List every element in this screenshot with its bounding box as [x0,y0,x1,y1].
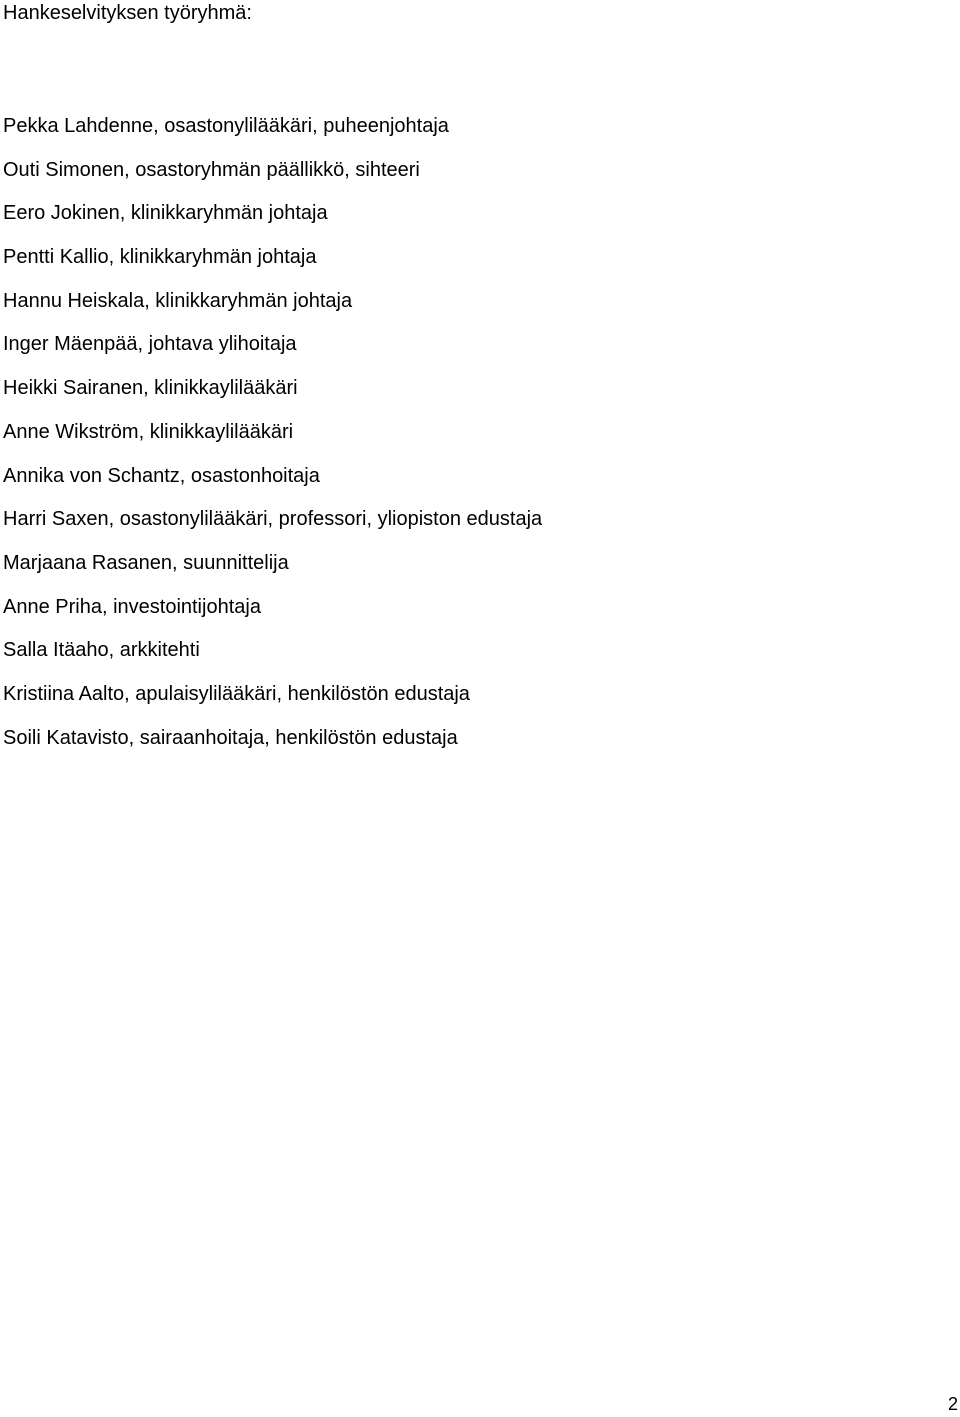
working-group-heading: Hankeselvityksen työryhmä: [3,2,252,24]
member-item: Inger Mäenpää, johtava ylihoitaja [3,333,297,356]
member-item: Soili Katavisto, sairaanhoitaja, henkilöstön edustaja [3,726,458,749]
member-item: Annika von Schantz, osastonhoitaja [3,464,320,487]
member-item: Marjaana Rasanen, suunnittelija [3,551,289,574]
member-item: Harri Saxen, osastonylilääkäri, professori, yliopiston edustaja [3,508,543,531]
member-item: Pekka Lahdenne, osastonylilääkäri, puheenjohtaja [3,115,449,137]
page-number: 2 [947,1394,958,1414]
member-item: Heikki Sairanen, klinikkaylilääkäri [3,377,298,400]
member-list [3,113,542,768]
member-item: Salla Itäaho, arkkitehti [3,639,200,662]
member-item: Hannu Heiskala, klinikkaryhmän johtaja [3,289,353,312]
member-item: Outi Simonen, osastoryhmän päällikkö, sihteeri [3,158,420,181]
member-item: Pentti Kallio, klinikkaryhmän johtaja [3,246,317,269]
member-item: Anne Priha, investointijohtaja [3,595,261,618]
member-item: Kristiina Aalto, apulaisylilääkäri, henkilöstön edustaja [3,682,470,705]
member-item: Anne Wikström, klinikkaylilääkäri [3,420,294,443]
member-item: Eero Jokinen, klinikkaryhmän johtaja [3,202,328,225]
